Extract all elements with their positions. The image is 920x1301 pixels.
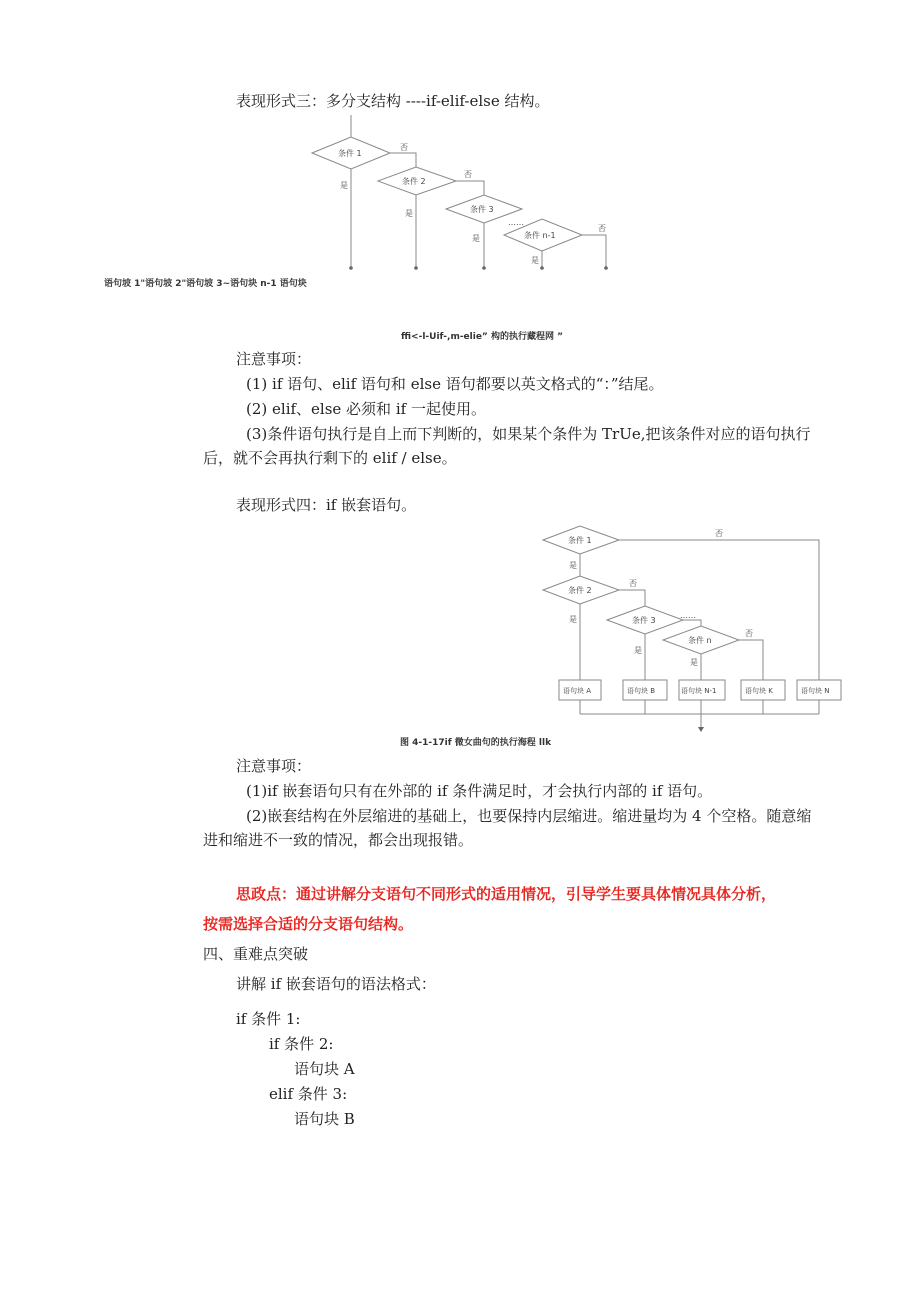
nested-yes-3: 是: [634, 646, 642, 655]
code-line-1: if 条件 1:: [236, 1010, 301, 1028]
section5-intro: 讲解 if 嵌套语句的语法格式：: [236, 975, 436, 993]
notes2-item1: (1)if 嵌套语句只有在外部的 if 条件满足时，才会执行内部的 if 语句。: [246, 782, 713, 800]
code-line-4: elif 条件 3:: [269, 1085, 348, 1103]
no-label-3: 否: [598, 224, 606, 233]
section5-heading: 四、重难点突破: [203, 945, 309, 963]
nested-yes-2: 是: [569, 615, 577, 624]
notes1-item3: (3)条件语句执行是自上而下判断的，如果某个条件为 TrUe,把该条件对应的语句执行: [246, 425, 811, 443]
nested-cond2-label: 条件 2: [568, 586, 592, 595]
nested-if-flowchart: [535, 520, 845, 735]
notes2-title: 注意事项：: [236, 757, 312, 775]
cond1-label: 条件 1: [338, 149, 362, 158]
yes-label-3: 是: [472, 234, 480, 243]
cond3-label: 条件 3: [470, 205, 494, 214]
block-n1-label: 语句块 N-1: [681, 687, 717, 695]
yes-label-1: 是: [340, 181, 348, 190]
no-label-1: 否: [400, 143, 408, 152]
notes2-item2: (2)嵌套结构在外层缩进的基础上，也要保持内层缩进。缩进量均为 4 个空格。随意缩: [246, 807, 812, 825]
nested-cond1-label: 条件 1: [568, 536, 592, 545]
code-line-5: 语句块 B: [294, 1110, 355, 1128]
section3-heading: 表现形式三：多分支结构 ----if-elif-else 结构。: [236, 92, 550, 110]
condn-label: 条件 n-1: [524, 231, 556, 240]
notes1-item2: (2) elif、else 必须和 if 一起使用。: [246, 400, 486, 418]
nested-dots: ……: [680, 611, 696, 620]
notes1-item1: (1) if 语句、elif 语句和 else 语句都要以英文格式的“：”结尾。: [246, 375, 664, 393]
nested-yes-4: 是: [690, 658, 698, 667]
yes-label-4: 是: [531, 256, 539, 265]
dots-label: ……: [508, 218, 524, 227]
figure-caption-3: ffi<-l-Uif-,m-elie” 构的执行藏程网 ”: [401, 332, 564, 342]
block-n-label: 语句块 N: [801, 687, 830, 695]
nested-no-1: 否: [715, 529, 723, 538]
yes-label-2: 是: [405, 209, 413, 218]
notes2-item2-cont: 进和缩进不一致的情况，都会出现报错。: [203, 831, 474, 849]
nested-no-2: 否: [629, 579, 637, 588]
ideology-line2: 按需选择合适的分支语句结构。: [203, 915, 414, 933]
no-label-2: 否: [464, 170, 472, 179]
nested-cond3-label: 条件 3: [632, 616, 656, 625]
if-elif-else-flowchart: [300, 115, 630, 280]
cond2-label: 条件 2: [402, 177, 426, 186]
ideology-line1: 思政点：通过讲解分支语句不同形式的适用情况，引导学生要具体情况具体分析，: [236, 885, 777, 903]
section4-heading: 表现形式四：if 嵌套语句。: [236, 496, 417, 514]
nested-condn-label: 条件 n: [688, 636, 712, 645]
nested-no-3: 否: [745, 629, 753, 638]
notes1-title: 注意事项：: [236, 350, 312, 368]
block-k-label: 语句块 K: [745, 687, 773, 695]
statement-blocks-line: 语句坡 1"语句坡 2"语句坡 3~语句块 n-1 语句块: [104, 279, 307, 289]
nested-yes-1: 是: [569, 561, 577, 570]
notes1-item3-cont: 后，就不会再执行剩下的 elif / else。: [203, 449, 457, 467]
figure-caption-4: 图 4-1-17if 微女曲句的执行海程 llk: [400, 738, 552, 748]
code-line-3: 语句块 A: [294, 1060, 355, 1078]
block-a-label: 语句块 A: [563, 687, 592, 695]
block-b-label: 语句块 B: [627, 687, 656, 695]
code-line-2: if 条件 2:: [269, 1035, 334, 1053]
